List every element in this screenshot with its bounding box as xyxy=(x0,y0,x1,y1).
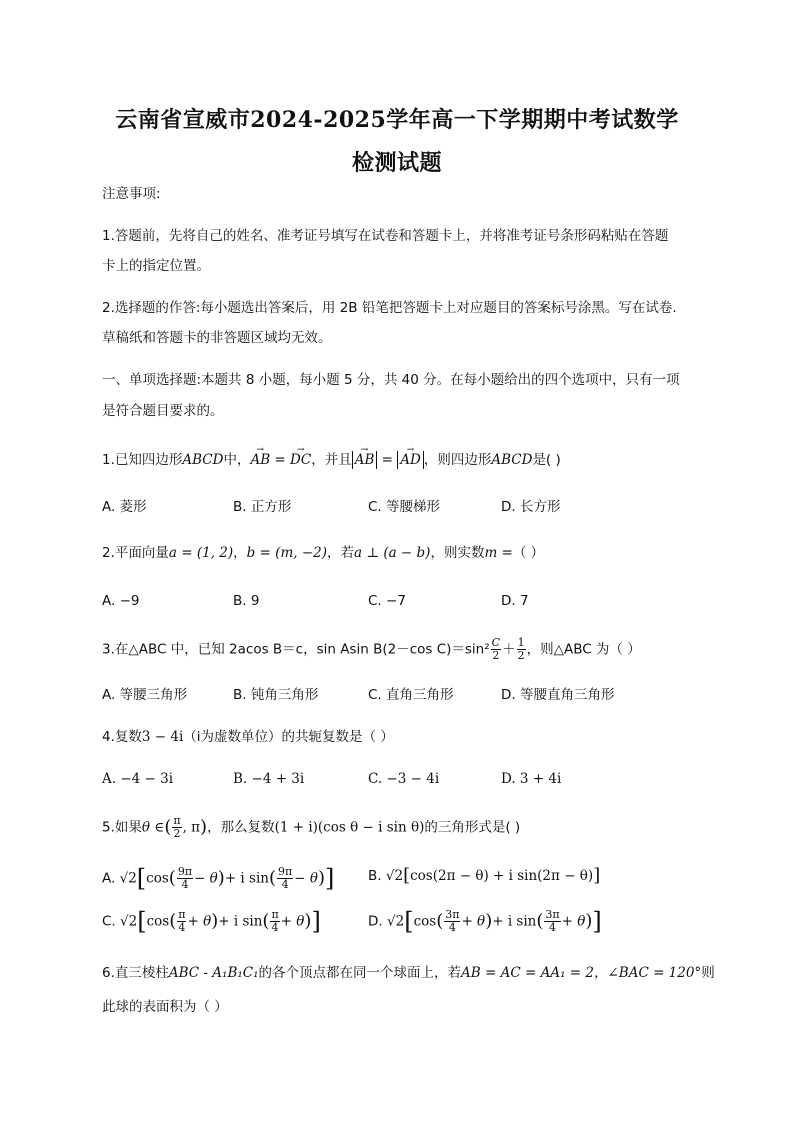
q5-pi: π xyxy=(173,814,181,827)
notice-heading: 注意事项: xyxy=(102,186,161,202)
q5-c-isin: + i sin xyxy=(218,913,263,930)
q1-option-d: D. 长方形 xyxy=(501,499,561,515)
q5-a-sqrt2: √2 xyxy=(119,870,137,887)
q5-d-num2: 3π xyxy=(545,908,560,921)
q5-c-sqrt2: √2 xyxy=(120,913,138,930)
q2-paren: （ ） xyxy=(512,545,545,561)
q1-prefix: 1.已知四边形 xyxy=(102,452,183,468)
q5-c-den: 4 xyxy=(178,921,186,934)
q1-suffix-b: 是( ) xyxy=(532,452,561,468)
q3-plus: ＋ xyxy=(502,641,516,658)
q2-prefix: 2.平面向量 xyxy=(102,545,169,561)
q3-prefix: 3.在△ABC 中，已知 2acos B＝c，sin Asin B(2－cos C)＝sin² xyxy=(102,641,490,658)
question-3 xyxy=(102,637,702,662)
q3-frac1-den: 2 xyxy=(492,649,500,662)
q5-b-bracket-r: ] xyxy=(593,865,601,886)
q5-d-den: 4 xyxy=(448,921,456,934)
q3-suffix: ，则△ABC 为（ ） xyxy=(526,641,641,658)
q5-d-p1: ( xyxy=(436,910,444,932)
q2-option-d: D. 7 xyxy=(501,593,529,609)
q5-b-sqrt2: √2 xyxy=(385,868,404,884)
q5-c-frac2 xyxy=(270,909,279,934)
q5-d-p2: ) xyxy=(485,910,493,932)
q4-number: 3 − 4i xyxy=(141,729,184,745)
notice-1-line-1: 1.答题前，先将自己的姓名、准考证号填写在试卷和答题卡上，并将准考证号条形码粘贴在答题 xyxy=(102,228,669,244)
q5-c-frac xyxy=(177,909,186,934)
q4-suffix: （i为虚数单位）的共轭复数是（ ） xyxy=(183,729,394,745)
q5-a-den: 4 xyxy=(181,878,189,891)
q5-a-cos: cos xyxy=(146,870,169,887)
q5-c-num2: π xyxy=(271,908,279,921)
notice-2-line-1: 2.选择题的作答:每小题选出答案后，用 2B 铅笔把答题卡上对应题目的答案标号涂黑。写在试卷. xyxy=(102,300,677,316)
q3-fraction-1-over-2 xyxy=(517,637,526,662)
q5-prefix: 5.如果 xyxy=(102,819,142,836)
q5-d-num: 3π xyxy=(445,908,460,921)
q5-a-num: 9π xyxy=(177,865,193,878)
q5-a-p1: ( xyxy=(168,867,176,889)
notice-1-line-2: 卡上的指定位置。 xyxy=(102,258,210,274)
q1-option-b: B. 正方形 xyxy=(233,499,292,515)
q5-d-sqrt2: √2 xyxy=(386,913,405,930)
q3-fraction-c-over-2 xyxy=(491,637,501,662)
q5-two: 2 xyxy=(173,827,181,840)
q2-vector-b: b = (m, −2) xyxy=(246,545,327,561)
question-2 xyxy=(102,543,702,563)
q5-d-tail2: + θ xyxy=(561,913,586,930)
q5-a-den2: 4 xyxy=(281,878,289,891)
q5-interval-end: , π xyxy=(182,819,201,836)
q5-d-frac xyxy=(444,909,460,934)
q3-option-b: B. 钝角三角形 xyxy=(233,687,319,703)
q1-eq: = xyxy=(270,452,291,468)
q4-option-a: A. −4 − 3i xyxy=(102,771,174,787)
q5-d-tail: + θ xyxy=(461,913,486,930)
q5-d-cos: cos xyxy=(413,913,437,930)
q2-option-c: C. −7 xyxy=(368,593,406,609)
q5-frac-pi-over-2 xyxy=(172,815,181,840)
q5-d-isin: + i sin xyxy=(492,913,537,930)
q5-c-p3: ( xyxy=(262,910,270,932)
q5-right-paren: ) xyxy=(200,816,208,838)
q5-d-bracket-r: ] xyxy=(592,907,602,936)
q6-condition: AB = AC = AA₁ = 2，∠BAC = 120° xyxy=(461,965,702,981)
q6-prism: ABC - A₁B₁C₁ xyxy=(168,965,259,981)
title-line-1: 云南省宣威市2024-2025学年高一下学期期中考试数学 xyxy=(115,107,679,133)
q2-m-eq: m = xyxy=(484,545,513,561)
q5-a-frac2 xyxy=(277,866,293,891)
q1-mid2: ，并且 xyxy=(311,452,352,468)
q1-vector-dc: → DC xyxy=(290,450,311,470)
q3-option-c: C. 直角三角形 xyxy=(368,687,454,703)
q5-option-d xyxy=(368,909,602,934)
q1-quad-name: ABCD xyxy=(182,452,224,468)
q5-d-p4: ) xyxy=(585,910,593,932)
q1-suffix-a: ，则四边形 xyxy=(423,452,492,468)
q2-suffix: ，则实数 xyxy=(430,545,485,561)
q5-a-frac xyxy=(177,866,193,891)
q5-option-a xyxy=(102,866,334,891)
q5-a-tail: − θ xyxy=(194,870,218,887)
q5-d-label: D. xyxy=(368,913,383,930)
q5-b-bracket-l: [ xyxy=(403,865,411,886)
q1-quad-name-2: ABCD xyxy=(491,452,533,468)
q1-abs-ab: → AB xyxy=(355,451,375,469)
q5-c-cos: cos xyxy=(146,913,170,930)
q4-option-c: C. −3 − 4i xyxy=(368,771,440,787)
section-heading-line-1: 一、单项选择题:本题共 8 小题，每小题 5 分，共 40 分。在每小题给出的四个选项中，只有一项 xyxy=(102,372,680,388)
section-heading-line-2: 是符合题目要求的。 xyxy=(102,403,224,419)
q3-option-d: D. 等腰直角三角形 xyxy=(501,687,615,703)
notice-2-line-2: 草稿纸和答题卡的非答题区域均无效。 xyxy=(102,330,332,346)
q5-d-den2: 4 xyxy=(549,921,557,934)
q1-eq2: = xyxy=(377,452,398,468)
q2-sep: ， xyxy=(233,545,247,561)
q3-frac2-den: 2 xyxy=(517,649,525,662)
q4-option-d: D. 3 + 4i xyxy=(501,771,562,787)
q3-frac1-num: C xyxy=(491,636,501,649)
q5-expression: (1 + i)(cos θ − i sin θ) xyxy=(274,819,425,836)
q5-c-num: π xyxy=(178,908,186,921)
question-1 xyxy=(102,450,702,470)
question-6-line-2: 此球的表面积为（ ） xyxy=(102,999,228,1015)
q5-a-p3: ( xyxy=(268,867,277,889)
q5-option-c xyxy=(102,909,321,934)
q4-option-b: B. −4 + 3i xyxy=(233,771,305,787)
question-4 xyxy=(102,727,702,747)
q5-a-label: A. xyxy=(102,870,116,887)
q5-c-p1: ( xyxy=(169,910,177,932)
q6-tail: 则 xyxy=(701,965,715,981)
question-5 xyxy=(102,815,702,840)
q5-c-tail2: + θ xyxy=(280,913,305,930)
q5-b-label: B. xyxy=(368,868,382,884)
q2-cond: ，若 xyxy=(327,545,354,561)
q6-mid: 的各个顶点都在同一个球面上，若 xyxy=(258,965,462,981)
q5-left-paren: ( xyxy=(164,816,172,838)
q5-a-tail2: − θ xyxy=(294,870,318,887)
q5-a-p2: ) xyxy=(217,867,225,889)
q1-option-a: A. 菱形 xyxy=(102,499,147,515)
q5-d-p3: ( xyxy=(536,910,544,932)
q2-option-a: A. −9 xyxy=(102,593,140,609)
title-line-2: 检测试题 xyxy=(351,150,442,176)
q4-prefix: 4.复数 xyxy=(102,729,142,745)
q6-prefix: 6.直三棱柱 xyxy=(102,965,169,981)
q5-a-bracket-l: [ xyxy=(136,864,147,893)
q3-option-a: A. 等腰三角形 xyxy=(102,687,188,703)
q5-c-label: C. xyxy=(102,913,116,930)
q2-perp-condition: a ⊥ (a − b) xyxy=(354,545,431,561)
q5-c-bracket-l: [ xyxy=(137,907,147,936)
q5-c-den2: 4 xyxy=(271,921,279,934)
q5-a-isin: + i sin xyxy=(224,870,269,887)
q5-c-p2: ) xyxy=(211,910,219,932)
q5-mid: ，那么复数 xyxy=(207,819,275,836)
q5-a-num2: 9π xyxy=(278,865,293,878)
q5-a-p4: ) xyxy=(317,867,326,889)
q1-vector-ab: → AB xyxy=(250,450,270,470)
q5-suffix: 的三角形式是( ) xyxy=(424,819,521,836)
q3-frac2-num: 1 xyxy=(517,636,525,649)
q5-c-bracket-r: ] xyxy=(311,907,321,936)
q1-option-c: C. 等腰梯形 xyxy=(368,499,441,515)
q1-mid1: 中， xyxy=(223,452,251,468)
q5-b-body: cos(2π − θ) + i sin(2π − θ) xyxy=(410,868,594,884)
q5-d-bracket-l: [ xyxy=(404,907,414,936)
question-6 xyxy=(102,963,715,983)
q1-abs-ad: → AD xyxy=(400,451,421,469)
q5-d-frac2 xyxy=(544,909,560,934)
q5-theta-in: θ ∈ xyxy=(141,819,165,836)
q5-option-b xyxy=(368,866,600,886)
q5-c-tail: + θ xyxy=(187,913,212,930)
q5-a-bracket-r: ] xyxy=(325,864,335,893)
q2-option-b: B. 9 xyxy=(233,593,260,609)
q2-vector-a: a = (1, 2) xyxy=(168,545,234,561)
q5-c-p4: ) xyxy=(304,910,312,932)
